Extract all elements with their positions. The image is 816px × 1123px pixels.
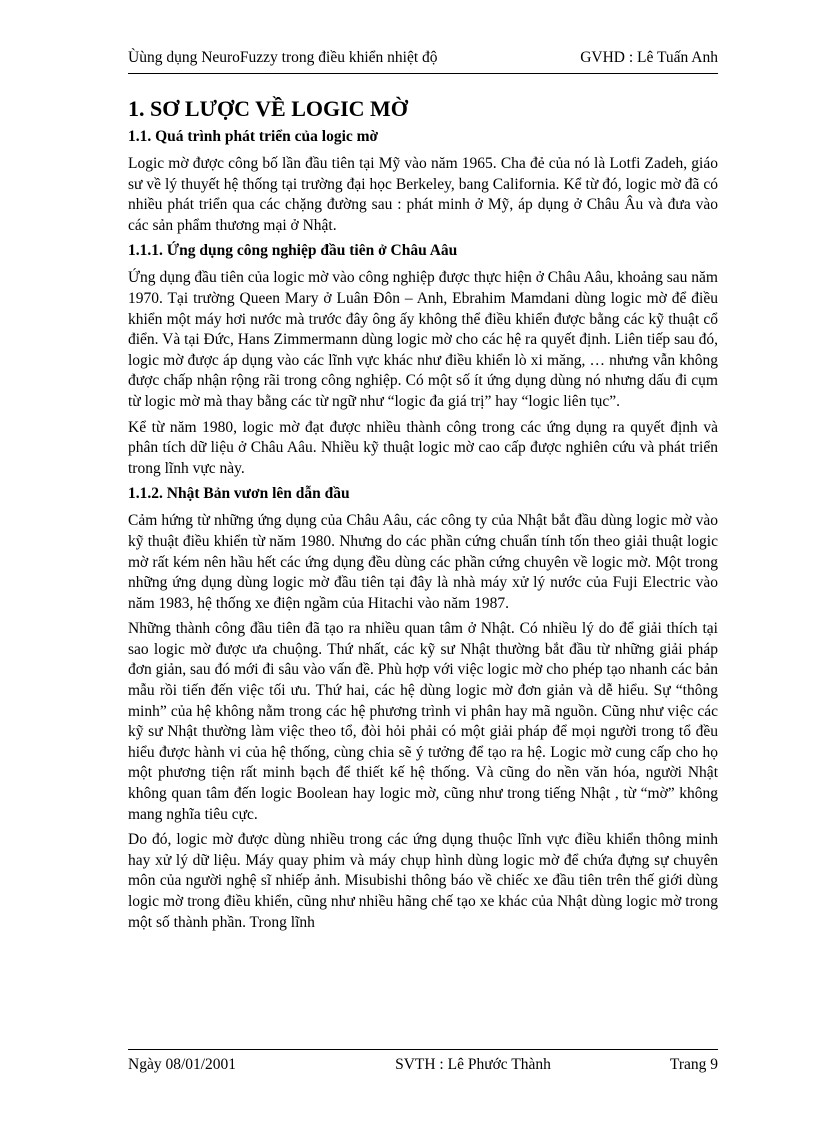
header-divider (128, 73, 718, 74)
paragraph: Ứng dụng đầu tiên của logic mờ vào công nghiệp được thực hiện ở Châu Aâu, khoảng sau năm 1970. Tại trường Queen Mary ở Luân Đôn – Anh, Ebrahim Mamdani dùng logic mờ để điều khiển một máy hơi nước mà trước đây ông ấy không thể điều khiển được bằng các kỹ thuật cổ điển. Và tại Đức, Hans Zimmermann dùng logic mờ cho các hệ ra quyết định. Liên tiếp sau đó, logic mờ được áp dụng vào các lĩnh vực khác như điều khiển lò xi măng, … nhưng vẫn không được chấp nhận rộng rãi trong công nghiệp. Có một số ít ứng dụng dùng nó nhưng dấu đi cụm từ logic mờ mà thay bằng các từ ngữ như “logic đa giá trị” hay “logic liên tục”. (128, 269, 718, 410)
paragraph: Do đó, logic mờ được dùng nhiều trong các ứng dụng thuộc lĩnh vực điều khiển thông minh hay xử lý dữ liệu. Máy quay phim và máy chụp hình dùng logic mờ để chứa đựng sự chuyên môn của người nghệ sĩ nhiếp ảnh. Misubishi thông báo về chiếc xe đầu tiên trên thế giới dùng logic mờ trong điều khiển, cũng như nhiều hãng chế tạo xe khác của Nhật dùng logic mờ trong một số thành phần. Trong lĩnh (128, 831, 718, 931)
paragraph: Logic mờ được công bố lần đầu tiên tại Mỹ vào năm 1965. Cha đẻ của nó là Lotfi Zadeh, giáo sư về lý thuyết hệ thống tại trường đại học Berkeley, bang California. Kể từ đó, logic mờ đã có nhiều phát triển qua các chặng đường sau : phát minh ở Mỹ, áp dụng ở Châu Âu và đưa vào các sản phẩm thương mại ở Nhật. (128, 155, 718, 234)
page-header (128, 49, 718, 67)
page-footer (128, 1056, 718, 1074)
subsection-heading: 1.1.1. Ứng dụng công nghiệp đầu tiên ở Châu Aâu (128, 242, 458, 260)
chapter-title: 1. SƠ LƯỢC VỀ LOGIC MỜ (128, 96, 408, 121)
subsection-heading: 1.1.2. Nhật Bản vươn lên dẫn đầu (128, 485, 350, 503)
section-heading: 1.1. Quá trình phát triển của logic mờ (128, 128, 379, 145)
paragraph: Kể từ năm 1980, logic mờ đạt được nhiều thành công trong các ứng dụng ra quyết định và phân tích dữ liệu ở Châu Aâu. Nhiều kỹ thuật logic mờ cao cấp được nghiên cứu và phát triển trong lĩnh vực này. (128, 418, 718, 477)
paragraph: Những thành công đầu tiên đã tạo ra nhiều quan tâm ở Nhật. Có nhiều lý do để giải thích tại sao logic mờ được ưa chuộng. Thứ nhất, các kỹ sư Nhật thường bắt đầu từ những giải pháp đơn giản, sau đó mới đi sâu vào vấn đề. Phù hợp với việc logic mờ cho phép tạo nhanh các bản mẫu rồi tiến đến việc tối ưu. Thứ hai, các hệ dùng logic mờ đơn giản và dễ hiểu. Sự “thông minh” của hệ không nằm trong các hệ phương trình vi phân hay mã nguồn. Cũng như việc các kỹ sư Nhật thường làm việc theo tổ, đòi hỏi phải có một giải pháp để mọi người trong tổ đều hiểu được hành vi của hệ thống, cùng chia sẽ ý tưởng để tạo ra hệ. Logic mờ cung cấp cho họ một phương tiện rất minh bạch để thiết kế hệ thống. Và cũng do nền văn hóa, người Nhật không quan tâm đến logic Boolean hay logic mờ, cũng như trong tiếng Nhật , từ “mờ” không mang nghĩa tiêu cực. (128, 620, 718, 823)
header-supervisor: GVHD : Lê Tuấn Anh (580, 49, 718, 66)
page-content (128, 96, 718, 939)
page-number: Trang 9 (669, 1056, 718, 1073)
footer-date: Ngày 08/01/2001 (128, 1056, 237, 1073)
footer-divider (128, 1049, 718, 1050)
footer-student: SVTH : Lê Phước Thành (395, 1056, 551, 1073)
header-title: Ùùng dụng NeuroFuzzy trong điều khiển nhiệt độ (128, 49, 438, 66)
paragraph: Cảm hứng từ những ứng dụng của Châu Aâu, các công ty của Nhật bắt đầu dùng logic mờ vào kỹ thuật điều khiển từ năm 1980. Nhưng do các phần cứng chuẩn tính tốn theo giải thuật logic mờ rất kém nên hầu hết các ứng dụng đều dùng các phần cứng chuyên về logic mờ. Một trong những ứng dụng dùng logic mờ đầu tiên tại đây là nhà máy xử lý nước của Fuji Electric vào năm 1983, hệ thống xe điện ngầm của Hitachi vào năm 1987. (128, 512, 718, 612)
